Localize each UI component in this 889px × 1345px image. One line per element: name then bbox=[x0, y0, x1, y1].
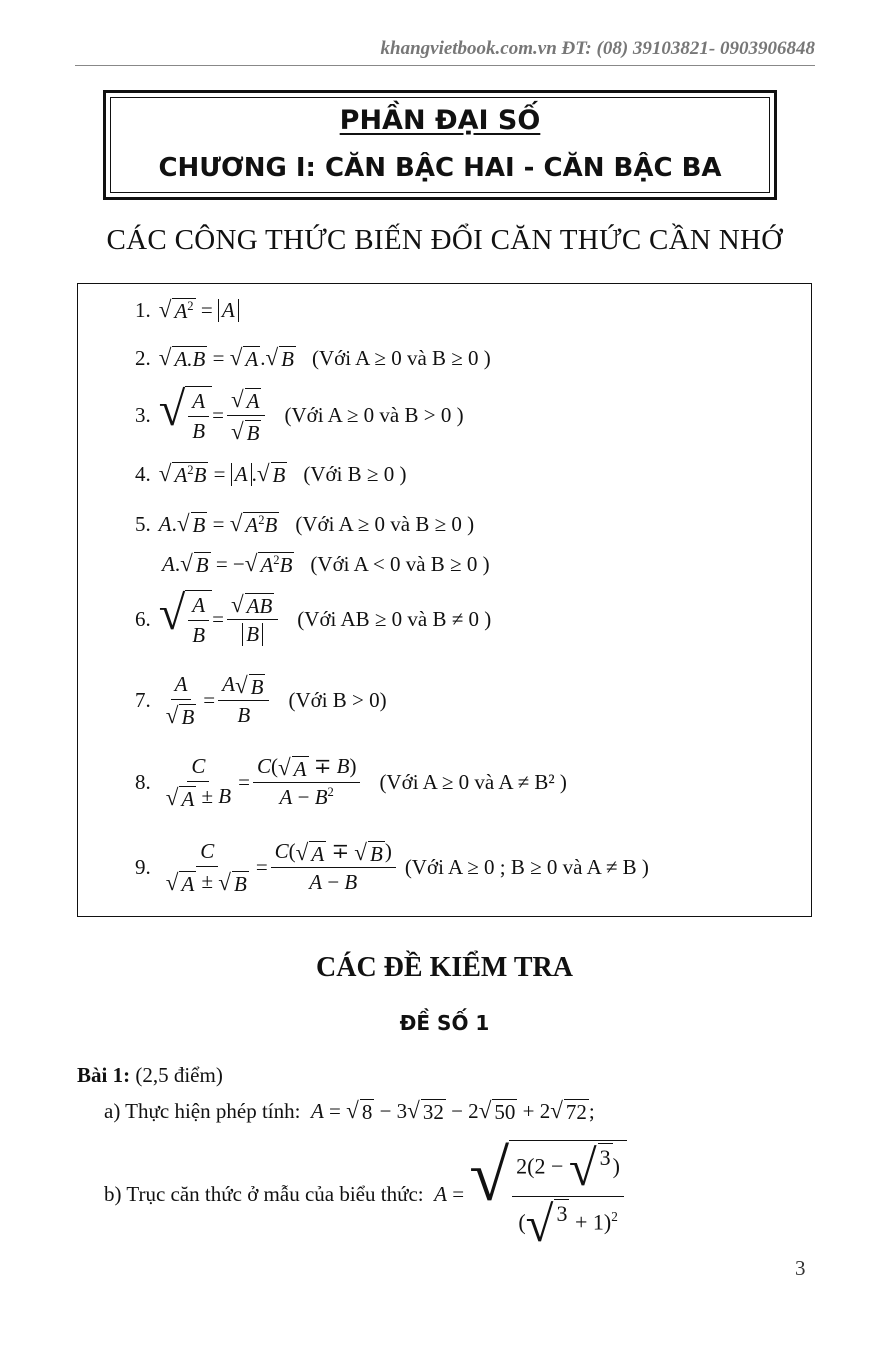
formula-condition: (Với A ≥ 0 và A ≠ B² ) bbox=[379, 769, 567, 794]
formula-heading: CÁC CÔNG THỨC BIẾN ĐỔI CĂN THỨC CẦN NHỚ bbox=[106, 224, 783, 256]
page-number: 3 bbox=[795, 1256, 806, 1280]
formula-condition: (Với A < 0 và B ≥ 0 ) bbox=[310, 552, 490, 576]
formula-number: 7. bbox=[135, 687, 151, 712]
formula-5b: A . √ B = − √ $A^2B$ (Với A < 0 và B ≥ 0 ) bbox=[162, 550, 490, 578]
test-number: ĐỀ SỐ 1 bbox=[399, 1011, 490, 1035]
problem-label: Bài 1: bbox=[77, 1063, 131, 1087]
part-b-text: b) Trục căn thức ở mẫu của biểu thức: bbox=[104, 1182, 424, 1207]
title-box bbox=[103, 90, 777, 200]
formula-condition: (Với A ≥ 0 ; B ≥ 0 và A ≠ B ) bbox=[404, 854, 649, 879]
formula-8: 8. C √ A ± B = C( √ A ∓ B) $A - B^2$ (Với A ≥ 0 và A ≠ B² ) bbox=[135, 754, 567, 812]
formula-condition: (Với B ≥ 0 ) bbox=[303, 462, 407, 486]
header-rule bbox=[75, 65, 815, 66]
formula-number: 1. bbox=[135, 298, 151, 322]
formula-number: 4. bbox=[135, 462, 151, 486]
formula-6: 6. √ $\frac{A}{B}$ = √ AB B (Với AB ≥ 0 và B ≠ 0 ) bbox=[135, 587, 492, 647]
formula-number: 2. bbox=[135, 346, 151, 370]
formula-condition: (Với B > 0) bbox=[288, 687, 387, 712]
formula-number: 8. bbox=[135, 769, 151, 794]
formula-number: 6. bbox=[135, 606, 151, 631]
formula-condition: (Với A ≥ 0 và B ≥ 0 ) bbox=[295, 512, 475, 536]
problem-1-heading bbox=[77, 1063, 223, 1088]
formula-4: 4. √ $A^2B$ = A . √ B (Với B ≥ 0 ) bbox=[135, 460, 407, 488]
problem-points: (2,5 điểm) bbox=[135, 1063, 223, 1087]
formula-condition: (Với A ≥ 0 và B > 0 ) bbox=[284, 402, 464, 427]
formula-condition: (Với AB ≥ 0 và B ≠ 0 ) bbox=[297, 606, 492, 631]
page-header: khangvietbook.com.vn ĐT: (08) 39103821- 0903906848 bbox=[380, 38, 815, 59]
formula-2: 2. √ A.B = √ A . √ B (Với A ≥ 0 và B ≥ 0 ) bbox=[135, 344, 491, 372]
chapter-title: CHƯƠNG I: CĂN BẬC HAI - CĂN BẬC BA bbox=[158, 153, 722, 183]
formula-9: 9. C √ A ± √ B = C( √ A ∓ √ B ) A − B (Với A ≥ 0 ; B ≥ 0 và A ≠ B ) bbox=[135, 839, 649, 897]
formula-3: 3. √ $\frac{A}{B}$ = √ A √ B (Với A ≥ 0 và B > 0 ) bbox=[135, 383, 464, 445]
problem-1-part-a: a) Thực hiện phép tính: A = √ 8 − 3 √ 32 − 2 √ 50 + 2 √ 72 ; bbox=[104, 1097, 595, 1125]
formula-number: 5. bbox=[135, 512, 151, 536]
part-title: PHẦN ĐẠI SỐ bbox=[339, 105, 541, 136]
formula-5a: 5. A . √ B = √ $A^2B$ (Với A ≥ 0 và B ≥ 0 ) bbox=[135, 510, 475, 538]
formula-7: 7. A √ B = A √ B B (Với B > 0) bbox=[135, 672, 387, 730]
formula-box bbox=[77, 283, 812, 917]
formula-condition: (Với A ≥ 0 và B ≥ 0 ) bbox=[311, 346, 491, 370]
formula-number: 3. bbox=[135, 402, 151, 427]
formula-1: 1. √ $A^2$ = A bbox=[135, 298, 239, 323]
part-a-text: a) Thực hiện phép tính: bbox=[104, 1099, 301, 1123]
tests-heading: CÁC ĐỀ KIỂM TRA bbox=[316, 952, 573, 983]
problem-1-part-b: b) Trục căn thức ở mẫu của biểu thức: A = √ 2(2 − √ 3 ) ( √ 3 + 1)$^2$ bbox=[104, 1140, 627, 1249]
formula-number: 9. bbox=[135, 854, 151, 879]
